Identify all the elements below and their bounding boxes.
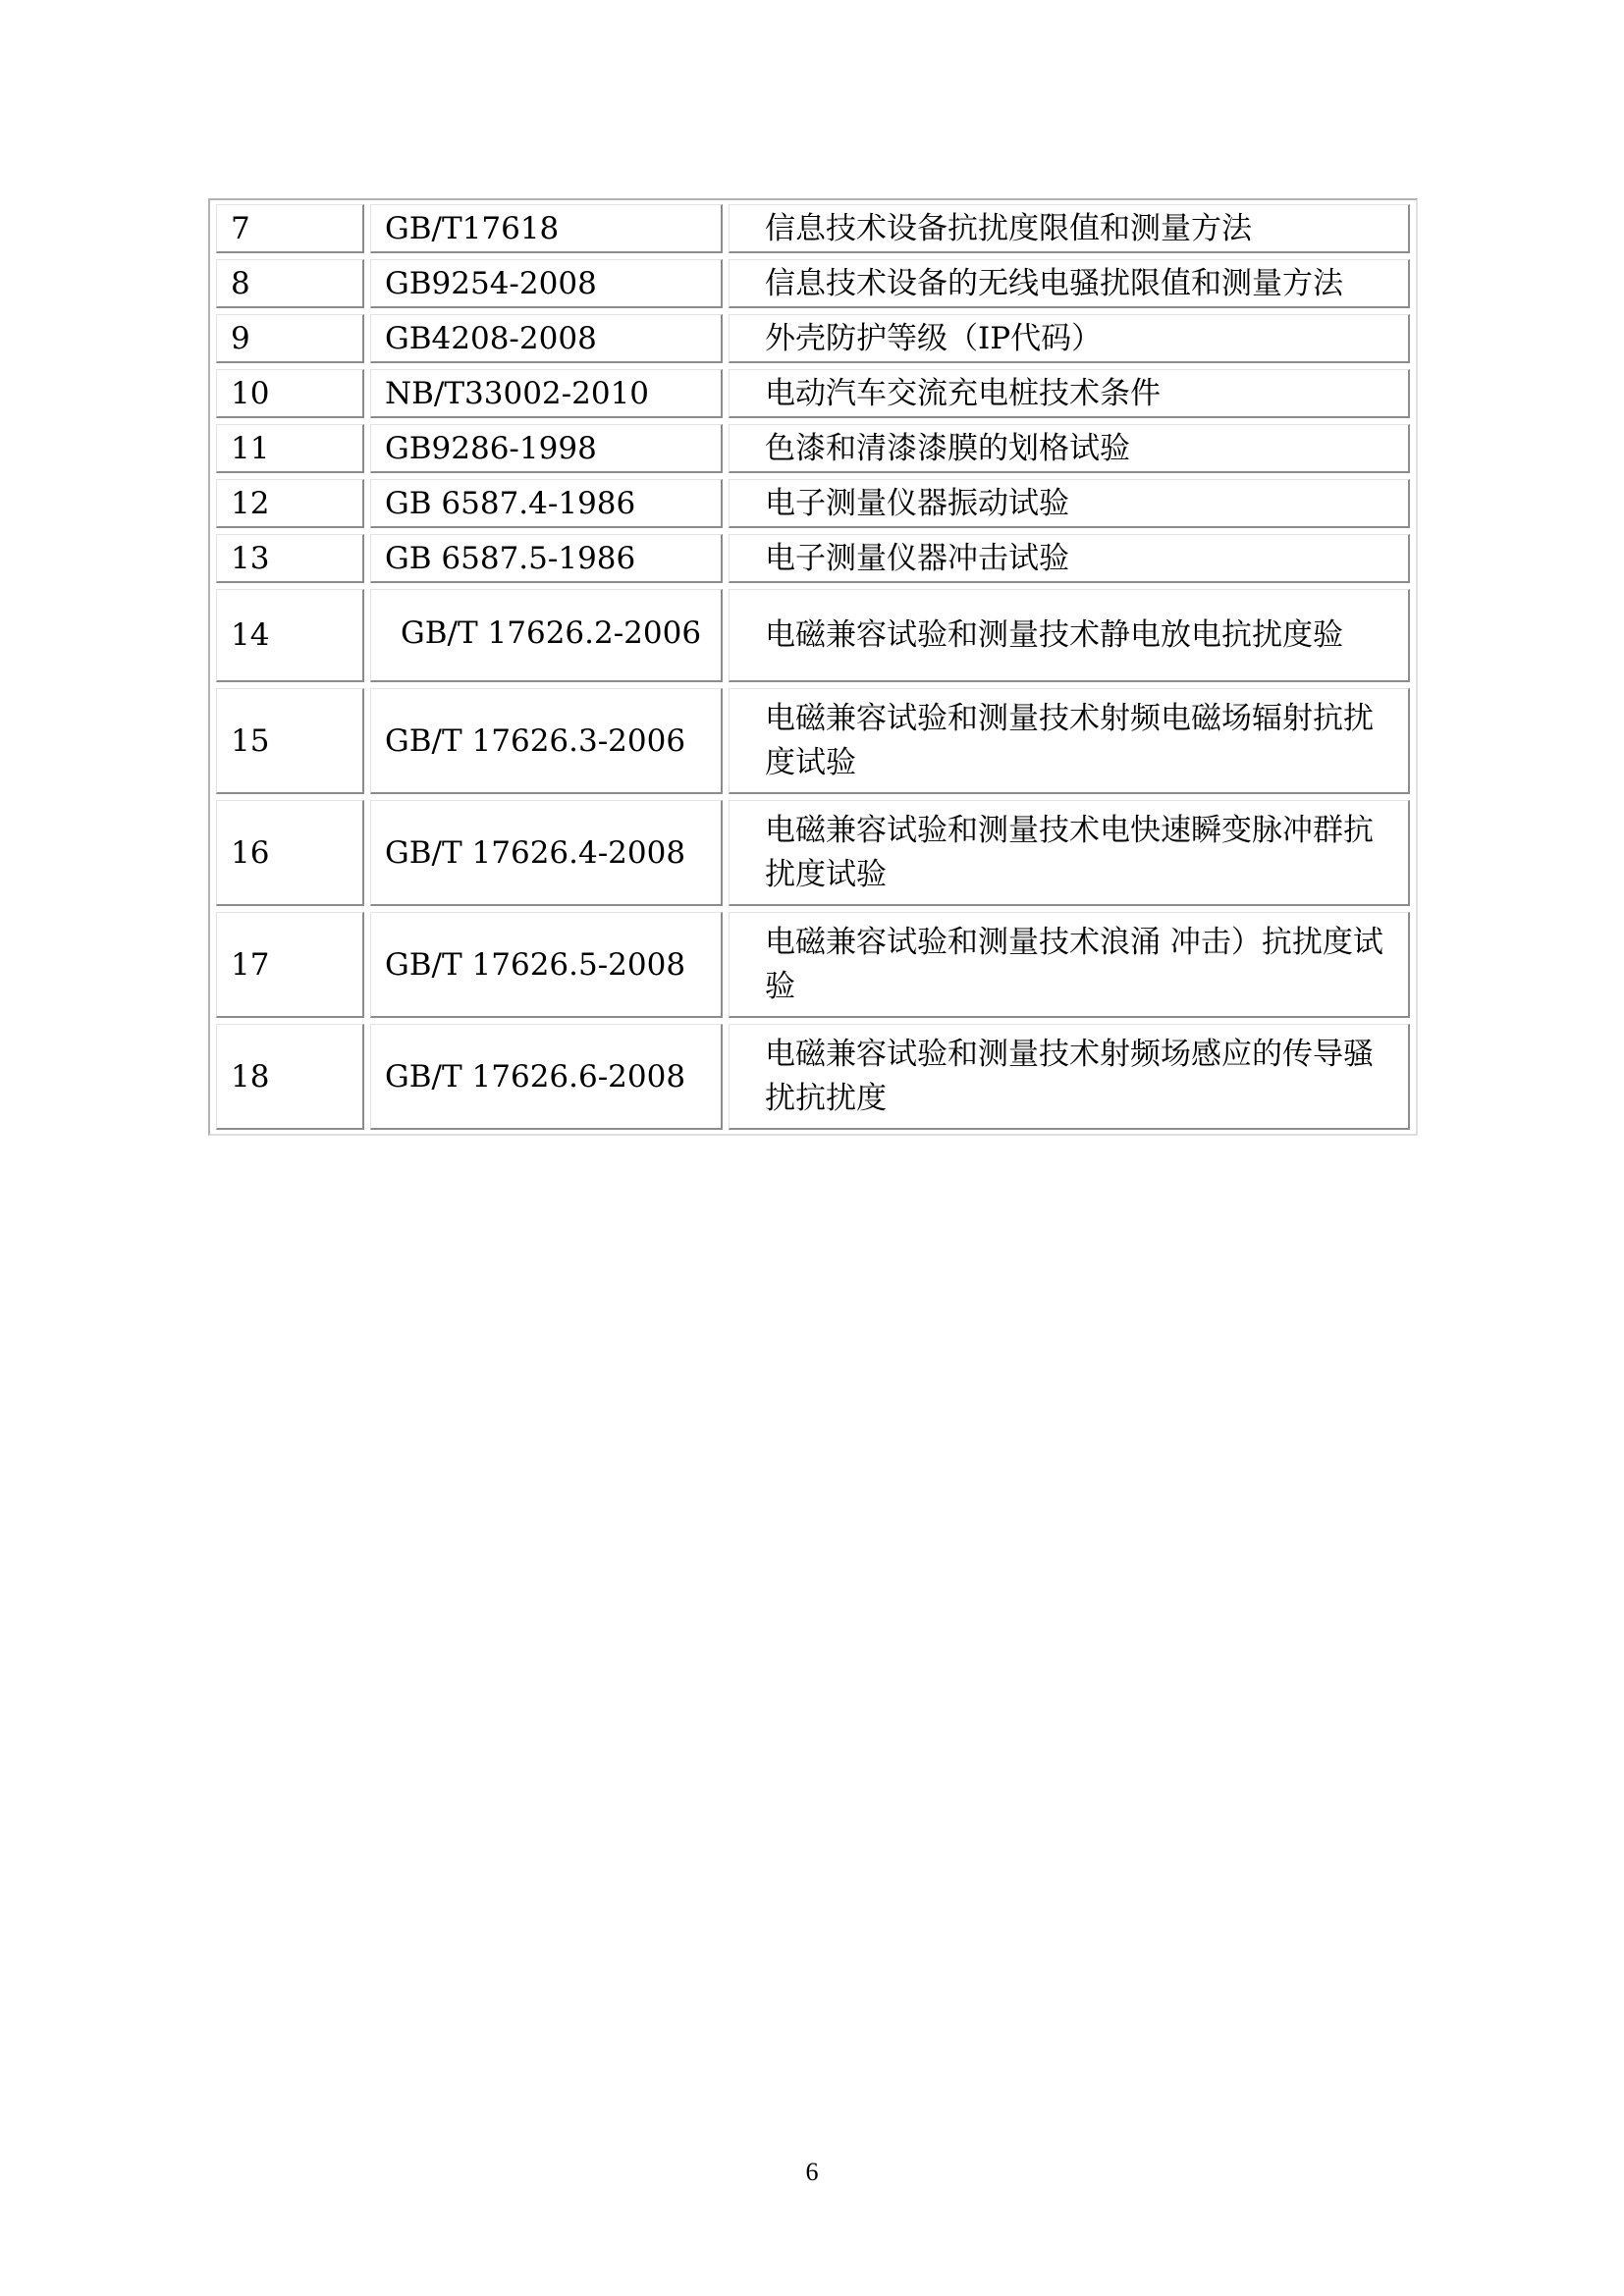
table-row bbox=[216, 259, 1410, 308]
standard-code: GB 6587.5-1986 bbox=[370, 534, 723, 583]
row-number: 12 bbox=[216, 479, 364, 528]
table-row bbox=[216, 534, 1410, 583]
row-number: 9 bbox=[216, 314, 364, 363]
standard-title: 电磁兼容试验和测量技术射频场感应的传导骚扰抗扰度 bbox=[729, 1024, 1410, 1130]
standard-title: 电磁兼容试验和测量技术射频电磁场辐射抗扰度试验 bbox=[729, 688, 1410, 794]
standard-code: GB9286-1998 bbox=[370, 424, 723, 473]
table-row bbox=[216, 1024, 1410, 1130]
row-number: 8 bbox=[216, 259, 364, 308]
standard-code: GB9254-2008 bbox=[370, 259, 723, 308]
standard-title: 电磁兼容试验和测量技术电快速瞬变脉冲群抗扰度试验 bbox=[729, 800, 1410, 906]
standard-code: GB 6587.4-1986 bbox=[370, 479, 723, 528]
standard-code: GB/T 17626.5-2008 bbox=[370, 912, 723, 1018]
table-row bbox=[216, 369, 1410, 418]
standard-title: 信息技术设备的无线电骚扰限值和测量方法 bbox=[729, 259, 1410, 308]
table-row bbox=[216, 688, 1410, 794]
standard-title: 电磁兼容试验和测量技术静电放电抗扰度验 bbox=[729, 589, 1410, 682]
standard-title: 信息技术设备抗扰度限值和测量方法 bbox=[729, 204, 1410, 253]
row-number: 18 bbox=[216, 1024, 364, 1130]
row-number: 13 bbox=[216, 534, 364, 583]
page-number: 6 bbox=[805, 2158, 819, 2186]
table-row bbox=[216, 800, 1410, 906]
standard-code: GB/T 17626.4-2008 bbox=[370, 800, 723, 906]
standard-title: 色漆和清漆漆膜的划格试验 bbox=[729, 424, 1410, 473]
table-row bbox=[216, 204, 1410, 253]
table-row bbox=[216, 424, 1410, 473]
row-number: 14 bbox=[216, 589, 364, 682]
row-number: 16 bbox=[216, 800, 364, 906]
standard-title: 电子测量仪器冲击试验 bbox=[729, 534, 1410, 583]
standard-title: 外壳防护等级（IP代码） bbox=[729, 314, 1410, 363]
table-row bbox=[216, 589, 1410, 682]
standard-code: GB/T 17626.6-2008 bbox=[370, 1024, 723, 1130]
row-number: 15 bbox=[216, 688, 364, 794]
standards-table bbox=[208, 198, 1418, 1136]
standard-code: GB/T17618 bbox=[370, 204, 723, 253]
row-number: 17 bbox=[216, 912, 364, 1018]
table-row bbox=[216, 314, 1410, 363]
standard-title: 电子测量仪器振动试验 bbox=[729, 479, 1410, 528]
standard-code: GB4208-2008 bbox=[370, 314, 723, 363]
table-row bbox=[216, 912, 1410, 1018]
standards-table-grid bbox=[210, 198, 1416, 1136]
row-number: 11 bbox=[216, 424, 364, 473]
standard-code: NB/T33002-2010 bbox=[370, 369, 723, 418]
standard-code: GB/T 17626.2-2006 bbox=[370, 589, 723, 682]
row-number: 7 bbox=[216, 204, 364, 253]
standard-code: GB/T 17626.3-2006 bbox=[370, 688, 723, 794]
table-row bbox=[216, 479, 1410, 528]
standard-title: 电动汽车交流充电桩技术条件 bbox=[729, 369, 1410, 418]
row-number: 10 bbox=[216, 369, 364, 418]
standard-title: 电磁兼容试验和测量技术浪涌 冲击）抗扰度试验 bbox=[729, 912, 1410, 1018]
